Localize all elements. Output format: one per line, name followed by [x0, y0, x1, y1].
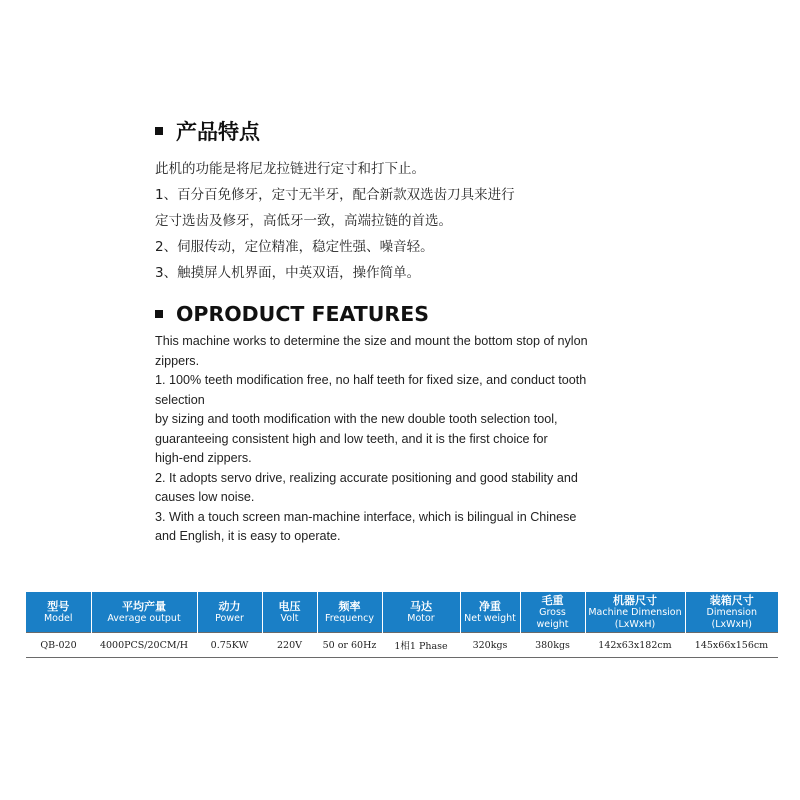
header-gross-weight: 毛重 Gross weight — [520, 592, 585, 633]
english-features-section — [155, 302, 655, 547]
cell-packing-dimension: 145x66x156cm — [685, 633, 778, 658]
cell-motor: 1相1 Phase — [382, 633, 460, 658]
chinese-line: 此机的功能是将尼龙拉链进行定寸和打下止。 — [155, 161, 425, 177]
english-line: 3. With a touch screen man-machine interface, which is bilingual in Chinese — [155, 509, 577, 524]
chinese-line: 2、伺服传动，定位精准，稳定性强、噪音轻。 — [155, 239, 434, 255]
english-line: guaranteeing consistent high and low teeth, and it is the first choice for — [155, 431, 548, 446]
cell-gross-weight: 380kgs — [520, 633, 585, 658]
chinese-features-section — [155, 116, 655, 286]
cell-power: 0.75KW — [197, 633, 262, 658]
english-features-text — [155, 332, 655, 547]
english-features-heading — [155, 302, 655, 326]
english-line: 2. It adopts servo drive, realizing accurate positioning and good stability and — [155, 470, 578, 485]
cell-frequency: 50 or 60Hz — [317, 633, 382, 658]
square-bullet-icon — [155, 127, 163, 135]
chinese-line: 3、触摸屏人机界面，中英双语，操作简单。 — [155, 265, 421, 281]
spec-table — [26, 592, 778, 658]
header-power: 动力 Power — [197, 592, 262, 633]
english-line: This machine works to determine the size and mount the bottom stop of nylon — [155, 334, 588, 348]
english-line: and English, it is easy to operate. — [155, 529, 341, 543]
header-average-output: 平均产量 Average output — [91, 592, 197, 633]
table-row — [26, 633, 778, 658]
header-packing-dimension: 装箱尺寸 Dimension (LxWxH) — [685, 592, 778, 633]
header-model: 型号 Model — [26, 592, 91, 633]
english-line: by sizing and tooth modification with the new double tooth selection tool, — [155, 412, 558, 426]
header-volt: 电压 Volt — [262, 592, 317, 633]
chinese-features-text — [155, 156, 655, 286]
english-line: 1. 100% teeth modification free, no half teeth for fixed size, and conduct tooth — [155, 373, 587, 387]
english-line: high-end zippers. — [155, 451, 252, 465]
english-line: selection — [155, 392, 205, 407]
chinese-line: 定寸选齿及修牙，高低牙一致，高端拉链的首选。 — [155, 213, 452, 229]
cell-machine-dimension: 142x63x182cm — [585, 633, 685, 658]
cell-volt: 220V — [262, 633, 317, 658]
english-line: zippers. — [155, 353, 200, 368]
cell-average-output: 4000PCS/20CM/H — [91, 633, 197, 658]
chinese-line: 1、百分百免修牙，定寸无半牙，配合新款双选齿刀具来进行 — [155, 187, 515, 203]
chinese-features-heading — [155, 116, 655, 146]
spec-table-header-row — [26, 592, 778, 633]
header-motor: 马达 Motor — [382, 592, 460, 633]
cell-model: QB-020 — [26, 633, 91, 658]
english-line: causes low noise. — [155, 490, 255, 504]
chinese-heading-text: 产品特点 — [176, 120, 260, 144]
header-frequency: 频率 Frequency — [317, 592, 382, 633]
square-bullet-icon — [155, 310, 163, 318]
header-machine-dimension: 机器尺寸 Machine Dimension (LxWxH) — [585, 592, 685, 633]
header-net-weight: 净重 Net weight — [460, 592, 520, 633]
english-heading-text: OPRODUCT FEATURES — [176, 302, 429, 326]
cell-net-weight: 320kgs — [460, 633, 520, 658]
